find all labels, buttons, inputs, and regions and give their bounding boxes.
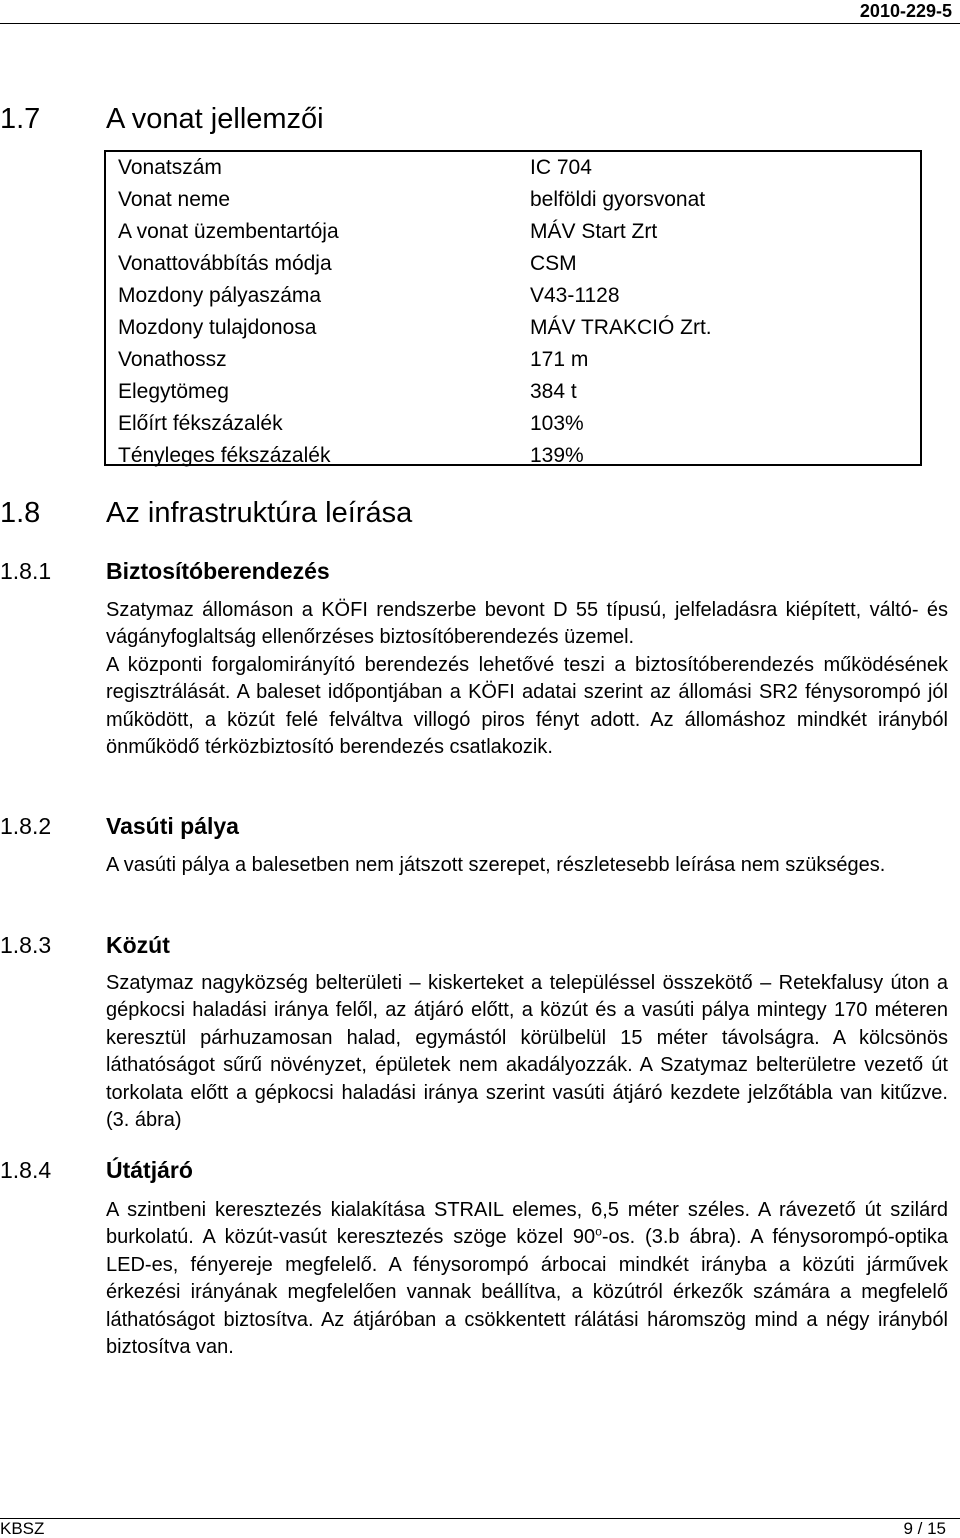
section-number: 1.8.1 (0, 558, 52, 584)
table-row (106, 344, 920, 376)
row-value: IC 704 (530, 156, 592, 179)
table-row (106, 408, 920, 440)
table-row (106, 216, 920, 248)
table-row (106, 184, 920, 216)
table-row (106, 440, 920, 472)
row-value: CSM (530, 252, 577, 275)
section-number: 1.8 (0, 497, 41, 529)
row-value: 171 m (530, 348, 589, 371)
section-title: Közút (106, 932, 170, 958)
track-description (106, 852, 948, 879)
footer-organization: KBSZ (0, 1519, 45, 1538)
paragraph: A vasúti pálya a balesetben nem játszott szerepet, részletesebb leírása nem szükséges. (106, 854, 886, 876)
row-value: V43-1128 (530, 284, 620, 307)
section-title: A vonat jellemzői (106, 103, 324, 135)
table-row (106, 312, 920, 344)
table-row (106, 280, 920, 312)
section-number: 1.8.4 (0, 1157, 52, 1183)
row-label: Vonattovábbítás módja (118, 252, 332, 275)
page-number: 9 / 15 (903, 1519, 946, 1538)
row-label: A vonat üzembentartója (118, 220, 339, 243)
row-value: 103% (530, 412, 584, 435)
degree-superscript: o (595, 1224, 602, 1239)
paragraph-text: -os. (3.b ábra). A fénysorompó-optika LED-es, fényereje megfelelő. A fénysorompó árbocai mindkét irányba a közúti járművek érkezési irányának megfelelően vannak beállítva, a közútról érkezők számára a megfelelő láthatóságot biztosítva. Az átjáróban a csökkentett rálátási háromszög mind a négy irányból biztosítva van. (106, 1226, 948, 1359)
footer-rule (0, 1518, 960, 1519)
paragraph: A központi forgalomirányító berendezés lehetővé teszi a biztosítóberendezés működésének regisztrálását. A baleset időpontjában a KÖFI adatai szerint az állomási SR2 fénysorompó jól működött, a közút felé felváltva villogó piros fényt adott. Az állomáshoz mindkét irányból önműködő térközbiztosító berendezés csatlakozik. (106, 653, 948, 759)
section-title: Vasúti pálya (106, 813, 239, 839)
section-title: Útátjáró (106, 1157, 193, 1183)
document-id: 2010-229-5 (859, 1, 952, 21)
row-label: Vonatszám (118, 156, 222, 179)
row-value: MÁV Start Zrt (530, 220, 658, 243)
row-value: 139% (530, 444, 584, 467)
row-label: Mozdony pályaszáma (118, 284, 322, 307)
section-title: Biztosítóberendezés (106, 558, 330, 584)
section-number: 1.7 (0, 103, 41, 135)
row-label: Előírt fékszázalék (118, 412, 283, 435)
row-label: Tényleges fékszázalék (118, 444, 331, 467)
row-label: Vonat neme (118, 188, 231, 211)
section-title: Az infrastruktúra leírása (106, 497, 413, 529)
row-label: Mozdony tulajdonosa (118, 316, 317, 339)
table-row (106, 152, 920, 184)
paragraph (106, 1197, 948, 1361)
row-value: 384 t (530, 380, 577, 403)
section-number: 1.8.2 (0, 813, 52, 839)
paragraph: Szatymaz állomáson a KÖFI rendszerbe bevont D 55 típusú, jelfeladásra kiépített, váltó- és vágányfoglaltság ellenőrzéses biztosítóberendezés üzemel. (106, 599, 948, 649)
interlocking-description (106, 597, 948, 761)
row-value: MÁV TRAKCIÓ Zrt. (530, 316, 712, 339)
paragraph-text: A szintbeni keresztezés kialakítása STRAIL elemes, 6,5 méter széles. A rávezető út szilárd burkolatú. A közút-vasút keresztezés szöge közel 90 (106, 1199, 948, 1249)
header-rule (0, 23, 960, 24)
row-label: Elegytömeg (118, 380, 229, 403)
level-crossing-description (106, 1197, 948, 1361)
row-value: belföldi gyorsvonat (530, 188, 706, 211)
table-row (106, 376, 920, 408)
table-row (106, 248, 920, 280)
paragraph: Szatymaz nagyközség belterületi – kiskerteket a településsel összekötő – Retekfalusy úton a gépkocsi haladási iránya felől, az átjáró előtt, a közút és a vasúti pálya mintegy 170 méteren keresztül párhuzamosan halad, egymástól körülbelül 15 méter távolságra. A kölcsönös láthatóságot sűrű növényzet, épületek nem akadályozzák. A Szatymaz belterületre vezető út torkolata előtt a gépkocsi haladási iránya szerint vasúti átjáró kezdete jelzőtábla van kitűzve. (3. ábra) (106, 972, 948, 1132)
section-number: 1.8.3 (0, 932, 52, 958)
train-characteristics-table (104, 150, 922, 466)
row-label: Vonathossz (118, 348, 227, 371)
road-description (106, 970, 948, 1134)
